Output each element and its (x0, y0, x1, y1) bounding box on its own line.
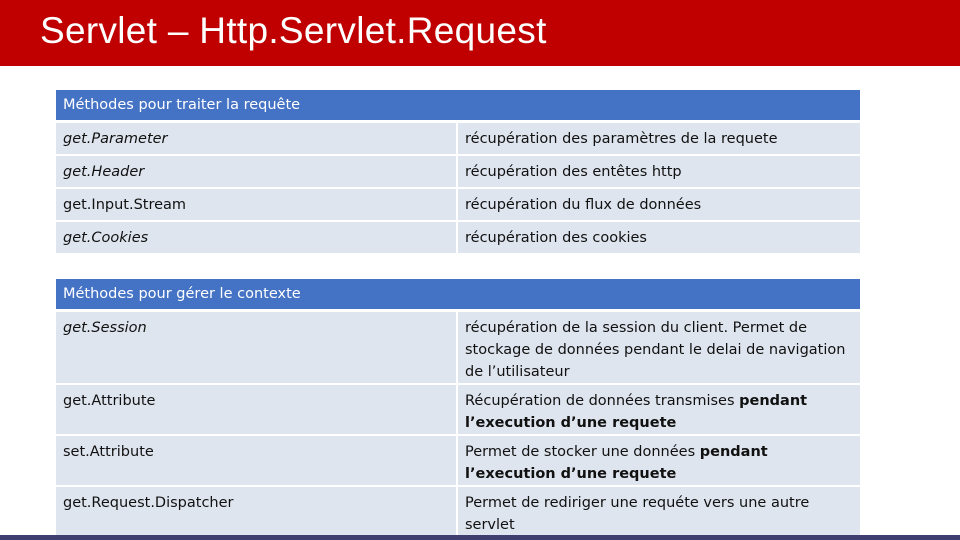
table-row (56, 436, 860, 487)
context-methods-table (56, 279, 860, 538)
table-row (56, 385, 860, 436)
footer-line (0, 535, 960, 540)
method-description: Permet de rediriger une requéte vers une autre servlet (458, 487, 860, 538)
table-row (56, 156, 860, 189)
table-row (56, 189, 860, 222)
table-row (56, 312, 860, 385)
method-name: get.Request.Dispatcher (56, 487, 458, 538)
table-row (56, 123, 860, 156)
method-name: get.Attribute (56, 385, 458, 436)
title-panel (0, 0, 590, 66)
table-row (56, 222, 860, 255)
method-description: récupération du flux de données (458, 189, 860, 222)
table-header-row (56, 279, 860, 312)
description-text: Permet de stocker une données (465, 444, 700, 460)
method-description (458, 436, 860, 487)
method-description: récupération des cookies (458, 222, 860, 255)
method-name: get.Parameter (56, 123, 458, 156)
method-name: get.Cookies (56, 222, 458, 255)
table-header-row (56, 90, 860, 123)
method-description: récupération des paramètres de la requete (458, 123, 860, 156)
table-header: Méthodes pour traiter la requête (56, 90, 860, 123)
slide-title: Servlet – Http.Servlet.Request (40, 10, 547, 51)
method-name: get.Input.Stream (56, 189, 458, 222)
method-description: récupération de la session du client. Permet de stockage de données pendant le delai de navigation de l’utilisateur (458, 312, 860, 385)
table-header: Méthodes pour gérer le contexte (56, 279, 860, 312)
request-methods-table (56, 90, 860, 255)
table-row (56, 487, 860, 538)
description-emphasis: pendant l’execution d’une requete (465, 393, 808, 431)
description-text: Récupération de données transmises (465, 393, 740, 409)
description-emphasis: pendant l’execution d’une requete (465, 444, 768, 482)
method-description: récupération des entêtes http (458, 156, 860, 189)
method-name: get.Session (56, 312, 458, 385)
method-name: set.Attribute (56, 436, 458, 487)
method-name: get.Header (56, 156, 458, 189)
method-description (458, 385, 860, 436)
